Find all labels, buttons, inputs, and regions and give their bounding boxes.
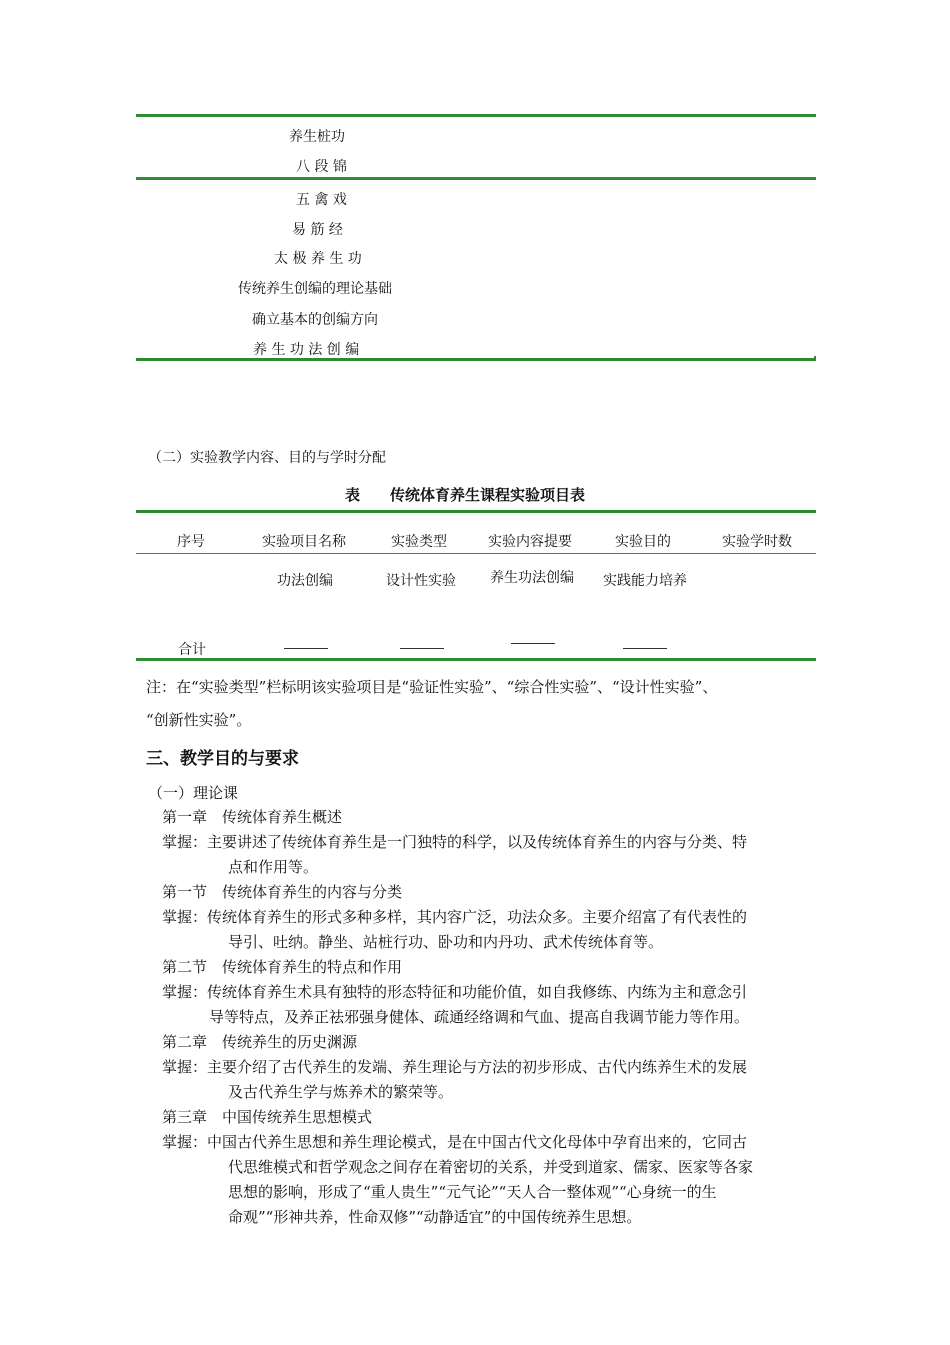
paragraph-line: 代思维模式和哲学观念之间存在着密切的关系，并受到道家、儒家、医家等各家 bbox=[228, 1158, 754, 1176]
paragraph-line: 命观”“形神共养，性命双修”“动静适宜”的中国传统养生思想。 bbox=[228, 1208, 642, 1226]
table-cell: 确立基本的创编方向 bbox=[252, 312, 378, 328]
paragraph-line: 掌握：中国古代养生思想和养生理论模式，是在中国古代文化母体中孕育出来的，它同古 bbox=[162, 1133, 748, 1151]
subsection-heading: （一）理论课 bbox=[148, 784, 239, 802]
total-label: 合计 bbox=[178, 642, 206, 658]
table-cell: 功法创编 bbox=[277, 573, 333, 589]
table-cell: 设计性实验 bbox=[386, 573, 456, 589]
table-cell: 易 筋 经 bbox=[292, 222, 343, 238]
column-header: 实验学时数 bbox=[722, 534, 792, 550]
chapter-title: 第一章 传统体育养生概述 bbox=[162, 808, 343, 826]
table-note: 注：在“实验类型”栏标明该实验项目是“验证性实验”、“综合性实验”、“设计性实验”、 bbox=[146, 678, 718, 696]
paragraph-line: 掌握：主要讲述了传统体育养生是一门独特的科学，以及传统体育养生的内容与分类、特 bbox=[162, 833, 748, 851]
paragraph-line: 点和作用等。 bbox=[228, 858, 319, 876]
exp-table-rule-header bbox=[136, 553, 816, 554]
table-note: “创新性实验”。 bbox=[146, 711, 252, 729]
table-cell: 实践能力培养 bbox=[603, 573, 687, 589]
table-cell: 养 生 功 法 创 编 bbox=[253, 342, 360, 358]
column-header: 实验类型 bbox=[391, 534, 447, 550]
table-title: 传统体育养生课程实验项目表 bbox=[390, 486, 586, 504]
exp-table-rule-top bbox=[136, 510, 816, 513]
table-cell: 传统养生创编的理论基础 bbox=[238, 281, 392, 297]
empty-cell-dash bbox=[284, 648, 328, 649]
top-table-rule-mid bbox=[136, 177, 816, 180]
paragraph-line: 掌握：主要介绍了古代养生的发端、养生理论与方法的初步形成、古代内练养生术的发展 bbox=[162, 1058, 748, 1076]
chapter-title: 第一节 传统体育养生的内容与分类 bbox=[162, 883, 403, 901]
paragraph-line: 导等特点，及养正祛邪强身健体、疏通经络调和气血、提高自我调节能力等作用。 bbox=[209, 1008, 750, 1026]
table-cell: 太 极 养 生 功 bbox=[274, 251, 362, 267]
paragraph-line: 及古代养生学与炼养术的繁荣等。 bbox=[228, 1083, 454, 1101]
top-table-rule-top bbox=[136, 114, 816, 117]
paragraph-line: 导引、吐纳。静坐、站桩行功、卧功和内丹功、武术传统体育等。 bbox=[228, 933, 664, 951]
table-cell: 八 段 锦 bbox=[296, 159, 347, 175]
top-table-rule-bottom bbox=[136, 358, 816, 361]
chapter-title: 第三章 中国传统养生思想模式 bbox=[162, 1108, 373, 1126]
column-header: 实验目的 bbox=[615, 534, 671, 550]
column-header: 实验内容提要 bbox=[488, 534, 572, 550]
chapter-title: 第二章 传统养生的历史渊源 bbox=[162, 1033, 358, 1051]
column-header: 序号 bbox=[177, 534, 205, 550]
section-heading: （二）实验教学内容、目的与学时分配 bbox=[148, 450, 386, 466]
empty-cell-dash bbox=[623, 648, 667, 649]
table-cell: 五 禽 戏 bbox=[296, 192, 347, 208]
empty-cell-dash bbox=[511, 643, 555, 644]
paragraph-line: 思想的影响，形成了“重人贵生”“元气论”“天人合一整体观”“心身统一的生 bbox=[228, 1183, 717, 1201]
paragraph-line: 掌握：传统体育养生的形式多种多样，其内容广泛，功法众多。主要介绍富了有代表性的 bbox=[162, 908, 748, 926]
exp-table-rule-bottom bbox=[136, 658, 816, 661]
table-cell: 养生桩功 bbox=[289, 129, 345, 145]
paragraph-line: 掌握：传统体育养生术具有独特的形态特征和功能价值，如自我修练、内练为主和意念引 bbox=[162, 983, 748, 1001]
table-cell: 养生功法创编 bbox=[490, 570, 574, 586]
chapter-title: 第二节 传统体育养生的特点和作用 bbox=[162, 958, 403, 976]
table-title-prefix: 表 bbox=[345, 486, 361, 504]
section-heading: 三、教学目的与要求 bbox=[146, 749, 299, 769]
empty-cell-dash bbox=[400, 648, 444, 649]
column-header: 实验项目名称 bbox=[262, 534, 346, 550]
rule-tick bbox=[814, 356, 816, 360]
